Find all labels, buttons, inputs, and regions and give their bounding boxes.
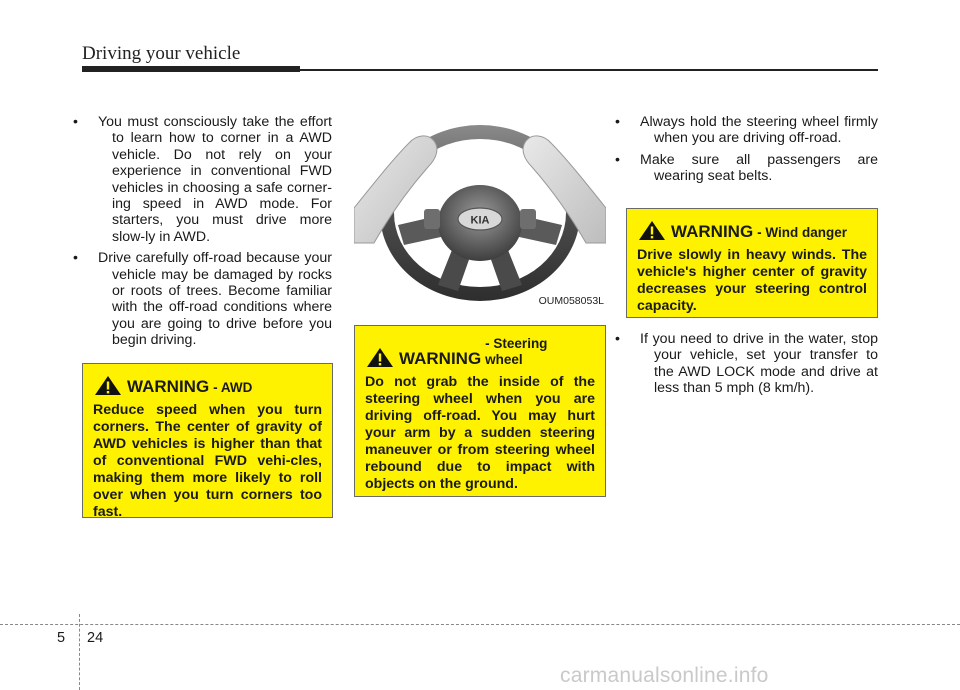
warning-label: WARNING [127, 377, 210, 396]
warning-label: WARNING [399, 349, 482, 368]
warning-body: Reduce speed when you turn corners. The center of gravity of AWD vehicles is higher than that of conventional FWD vehi-cles, making them more likely to roll over when you turn corners too fast. [93, 402, 322, 520]
header-rule-thin [300, 69, 878, 71]
kia-logo-text: KIA [470, 214, 490, 227]
warning-subtitle: - Steering wheel [485, 336, 548, 367]
right-column-top [626, 114, 878, 190]
footer-rule [0, 624, 960, 625]
warning-box-awd [82, 363, 333, 518]
warning-box-steering [354, 325, 606, 497]
warning-triangle-icon [365, 346, 395, 368]
header-rule-thick [82, 66, 300, 72]
steering-wheel-illustration [354, 113, 606, 309]
warning-body: Drive slowly in heavy winds. The vehicle's higher center of gravity decreases your steering control capacity. [637, 247, 867, 314]
warning-box-wind [626, 208, 878, 318]
warning-heading [93, 374, 322, 396]
bullet-item: • You must consciously take the effort to learn how to corner in a AWD vehicle. Do not rely on your experience in conventional FWD vehicles in choosing a safe corner-ing speed in AWD mode. For starters, you must drive more slow-ly in AWD. [84, 114, 332, 245]
warning-body: Do not grab the inside of the steering wheel when you are driving off-road. You may hurt your arm by a sudden steering maneuver or from steering wheel rebound due to impact with objects on the ground. [365, 374, 595, 492]
bullet-item: • Drive carefully off-road because your vehicle may be damaged by rocks or roots of trees. Become familiar with the off-road conditions where you are going to drive before you begin driving. [84, 250, 332, 348]
page-number: 24 [87, 630, 104, 646]
steering-wheel-figure [354, 113, 606, 309]
warning-subtitle: - AWD [213, 380, 253, 395]
left-column [84, 114, 332, 354]
bullet-item: • Always hold the steering wheel firmly when you are driving off-road. [626, 114, 878, 147]
bullet-item: • Make sure all passengers are wearing seat belts. [626, 152, 878, 185]
chapter-number: 5 [57, 630, 66, 646]
warning-triangle-icon [93, 374, 123, 396]
figure-code: OUM058053L [538, 295, 604, 307]
warning-subtitle: - Wind danger [757, 225, 848, 240]
right-column-bottom [626, 331, 878, 402]
watermark: carmanualsonline.info [560, 664, 769, 687]
warning-triangle-icon [637, 219, 667, 241]
section-title: Driving your vehicle [82, 43, 241, 64]
warning-label: WARNING [671, 222, 754, 241]
warning-heading [637, 219, 867, 241]
footer-divider [79, 614, 80, 690]
warning-heading [365, 336, 595, 368]
bullet-item: • If you need to drive in the water, stop your vehicle, set your transfer to the AWD LOCK mode and drive at less than 5 mph (8 km/h). [626, 331, 878, 397]
